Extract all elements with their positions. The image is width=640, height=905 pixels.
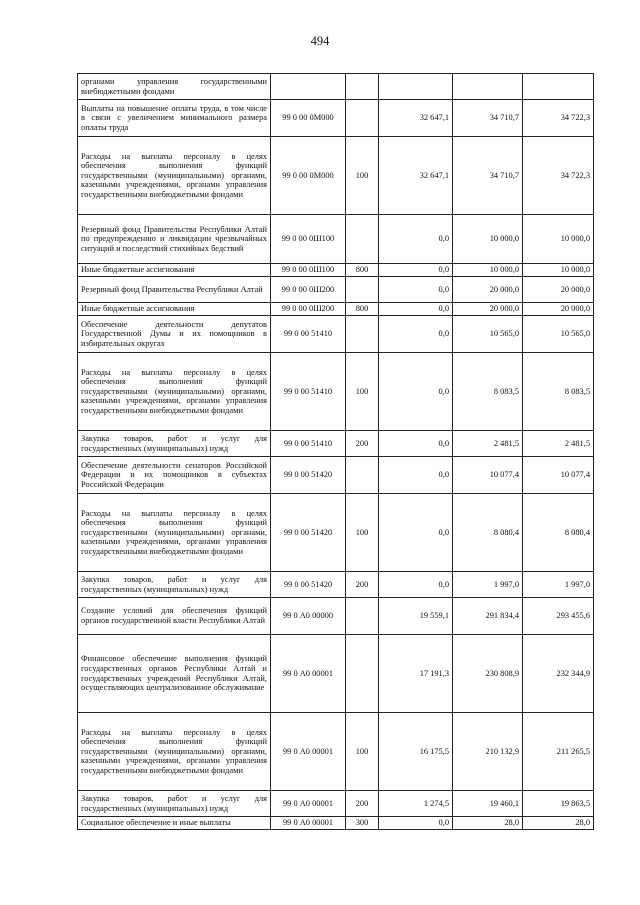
table-row — [78, 713, 594, 791]
row-amount-2-cell: 10 077,4 — [453, 457, 523, 494]
row-expense-type-cell — [346, 277, 379, 303]
row-amount-2-cell: 10 000,0 — [453, 215, 523, 264]
row-amount-1-cell — [379, 74, 453, 100]
row-amount-2-cell: 8 083,5 — [453, 353, 523, 431]
row-code-cell: 99 0 00 0Ш100 — [271, 264, 346, 277]
row-amount-2-cell: 28,0 — [453, 817, 523, 830]
row-amount-1-cell: 0,0 — [379, 277, 453, 303]
row-code-cell: 99 0 00 51410 — [271, 431, 346, 457]
row-expense-type-cell: 100 — [346, 137, 379, 215]
table-row — [78, 137, 594, 215]
row-code-cell: 99 0 А0 00001 — [271, 817, 346, 830]
row-expense-type-cell: 100 — [346, 494, 379, 572]
row-amount-2-cell — [453, 74, 523, 100]
row-expense-type-cell — [346, 215, 379, 264]
table-row — [78, 817, 594, 830]
row-code-cell: 99 0 00 51410 — [271, 353, 346, 431]
row-amount-3-cell: 10 000,0 — [523, 264, 594, 277]
row-amount-1-cell: 0,0 — [379, 494, 453, 572]
table-row — [78, 572, 594, 598]
table-row — [78, 635, 594, 713]
row-amount-1-cell: 0,0 — [379, 303, 453, 316]
row-amount-3-cell: 10 000,0 — [523, 215, 594, 264]
row-amount-3-cell: 293 455,6 — [523, 598, 594, 635]
row-name-cell: Расходы на выплаты персоналу в целях обеспечения выполнения функций государственными (муниципальными) органами, казенными учреждениями, органами управления государственными внебюджетными фондами — [78, 713, 271, 791]
row-amount-2-cell: 20 000,0 — [453, 277, 523, 303]
row-amount-2-cell: 210 132,9 — [453, 713, 523, 791]
table-row — [78, 316, 594, 353]
row-amount-1-cell: 0,0 — [379, 316, 453, 353]
row-expense-type-cell: 200 — [346, 431, 379, 457]
row-name-cell: Выплаты на повышение оплаты труда, в том числе в связи с увеличением минимального размера оплаты труда — [78, 100, 271, 137]
row-name-cell: Создание условий для обеспечения функций органов государственной власти Республики Алтай — [78, 598, 271, 635]
row-amount-1-cell: 0,0 — [379, 457, 453, 494]
row-expense-type-cell: 200 — [346, 791, 379, 817]
row-amount-1-cell: 0,0 — [379, 264, 453, 277]
row-amount-1-cell: 17 191,3 — [379, 635, 453, 713]
row-code-cell: 99 0 00 0М000 — [271, 137, 346, 215]
row-amount-2-cell: 8 080,4 — [453, 494, 523, 572]
row-code-cell: 99 0 00 51420 — [271, 457, 346, 494]
row-amount-1-cell: 0,0 — [379, 353, 453, 431]
row-amount-1-cell: 16 175,5 — [379, 713, 453, 791]
row-expense-type-cell — [346, 100, 379, 137]
table-row — [78, 457, 594, 494]
table-row — [78, 791, 594, 817]
row-amount-3-cell: 20 000,0 — [523, 303, 594, 316]
row-amount-2-cell: 230 808,9 — [453, 635, 523, 713]
row-name-cell: Расходы на выплаты персоналу в целях обеспечения выполнения функций государственными (муниципальными) органами, казенными учреждениями, органами управления государственными внебюджетными фондами — [78, 494, 271, 572]
table-row — [78, 277, 594, 303]
row-code-cell: 99 0 00 0Ш100 — [271, 215, 346, 264]
row-amount-3-cell: 10 565,0 — [523, 316, 594, 353]
table-row — [78, 100, 594, 137]
row-amount-1-cell: 32 647,1 — [379, 137, 453, 215]
row-name-cell: органами управления государственными внебюджетными фондами — [78, 74, 271, 100]
row-amount-3-cell: 211 265,5 — [523, 713, 594, 791]
row-amount-2-cell: 10 000,0 — [453, 264, 523, 277]
row-amount-3-cell: 28,0 — [523, 817, 594, 830]
row-amount-1-cell: 0,0 — [379, 215, 453, 264]
row-amount-1-cell: 32 647,1 — [379, 100, 453, 137]
row-name-cell: Финансовое обеспечение выполнения функций государственных органов Республики Алтай и государственных учреждений Республики Алтай, осуществляющих централизованное обслуживание — [78, 635, 271, 713]
budget-table-body — [78, 74, 594, 830]
row-amount-2-cell: 1 997,0 — [453, 572, 523, 598]
row-code-cell — [271, 74, 346, 100]
row-code-cell: 99 0 00 0М000 — [271, 100, 346, 137]
row-code-cell: 99 0 00 51410 — [271, 316, 346, 353]
row-expense-type-cell: 300 — [346, 817, 379, 830]
row-expense-type-cell — [346, 457, 379, 494]
row-name-cell: Обеспечение деятельности сенаторов Российской Федерации и их помощников в субъектах Российской Федерации — [78, 457, 271, 494]
row-code-cell: 99 0 А0 00001 — [271, 791, 346, 817]
row-amount-2-cell: 20 000,0 — [453, 303, 523, 316]
row-amount-2-cell: 34 710,7 — [453, 100, 523, 137]
row-amount-3-cell: 20 000,0 — [523, 277, 594, 303]
row-expense-type-cell — [346, 316, 379, 353]
row-code-cell: 99 0 00 0Ш200 — [271, 303, 346, 316]
row-name-cell: Закупка товаров, работ и услуг для государственных (муниципальных) нужд — [78, 572, 271, 598]
row-name-cell: Иные бюджетные ассигнования — [78, 264, 271, 277]
row-expense-type-cell — [346, 635, 379, 713]
row-amount-3-cell: 8 080,4 — [523, 494, 594, 572]
row-code-cell: 99 0 А0 00001 — [271, 635, 346, 713]
row-amount-3-cell: 8 083,5 — [523, 353, 594, 431]
row-code-cell: 99 0 00 0Ш200 — [271, 277, 346, 303]
row-expense-type-cell — [346, 598, 379, 635]
row-code-cell: 99 0 А0 00000 — [271, 598, 346, 635]
row-amount-3-cell: 2 481,5 — [523, 431, 594, 457]
row-amount-3-cell: 19 863,5 — [523, 791, 594, 817]
row-name-cell: Закупка товаров, работ и услуг для государственных (муниципальных) нужд — [78, 431, 271, 457]
row-amount-3-cell: 10 077,4 — [523, 457, 594, 494]
table-row — [78, 353, 594, 431]
table-row — [78, 598, 594, 635]
row-name-cell: Иные бюджетные ассигнования — [78, 303, 271, 316]
table-row — [78, 215, 594, 264]
row-amount-2-cell: 2 481,5 — [453, 431, 523, 457]
row-expense-type-cell: 800 — [346, 303, 379, 316]
table-row — [78, 74, 594, 100]
budget-table — [77, 73, 594, 830]
row-amount-2-cell: 34 710,7 — [453, 137, 523, 215]
page-number: 494 — [310, 34, 330, 48]
row-expense-type-cell: 100 — [346, 713, 379, 791]
row-amount-3-cell — [523, 74, 594, 100]
table-row — [78, 303, 594, 316]
row-code-cell: 99 0 А0 00001 — [271, 713, 346, 791]
row-code-cell: 99 0 00 51420 — [271, 572, 346, 598]
row-name-cell: Закупка товаров, работ и услуг для государственных (муниципальных) нужд — [78, 791, 271, 817]
row-amount-1-cell: 19 559,1 — [379, 598, 453, 635]
row-name-cell: Резервный фонд Правительства Республики Алтай по предупреждению и ликвидации чрезвычайных ситуаций и последствий стихийных бедствий — [78, 215, 271, 264]
row-expense-type-cell — [346, 74, 379, 100]
table-row — [78, 431, 594, 457]
row-code-cell: 99 0 00 51420 — [271, 494, 346, 572]
row-name-cell: Обеспечение деятельности депутатов Государственной Думы и их помощников в избирательных округах — [78, 316, 271, 353]
row-name-cell: Резервный фонд Правительства Республики Алтай — [78, 277, 271, 303]
row-amount-2-cell: 10 565,0 — [453, 316, 523, 353]
row-amount-1-cell: 0,0 — [379, 572, 453, 598]
row-amount-1-cell: 0,0 — [379, 431, 453, 457]
table-row — [78, 494, 594, 572]
table-row — [78, 264, 594, 277]
row-amount-3-cell: 34 722,3 — [523, 100, 594, 137]
row-name-cell: Расходы на выплаты персоналу в целях обеспечения выполнения функций государственными (муниципальными) органами, казенными учреждениями, органами управления государственными внебюджетными фондами — [78, 137, 271, 215]
row-amount-2-cell: 291 834,4 — [453, 598, 523, 635]
row-name-cell: Расходы на выплаты персоналу в целях обеспечения выполнения функций государственными (муниципальными) органами, казенными учреждениями, органами управления государственными внебюджетными фондами — [78, 353, 271, 431]
row-amount-3-cell: 1 997,0 — [523, 572, 594, 598]
row-expense-type-cell: 800 — [346, 264, 379, 277]
row-amount-3-cell: 34 722,3 — [523, 137, 594, 215]
row-amount-1-cell: 0,0 — [379, 817, 453, 830]
row-amount-3-cell: 232 344,9 — [523, 635, 594, 713]
row-name-cell: Социальное обеспечение и иные выплаты — [78, 817, 271, 830]
row-expense-type-cell: 200 — [346, 572, 379, 598]
row-amount-2-cell: 19 460,1 — [453, 791, 523, 817]
row-amount-1-cell: 1 274,5 — [379, 791, 453, 817]
row-expense-type-cell: 100 — [346, 353, 379, 431]
